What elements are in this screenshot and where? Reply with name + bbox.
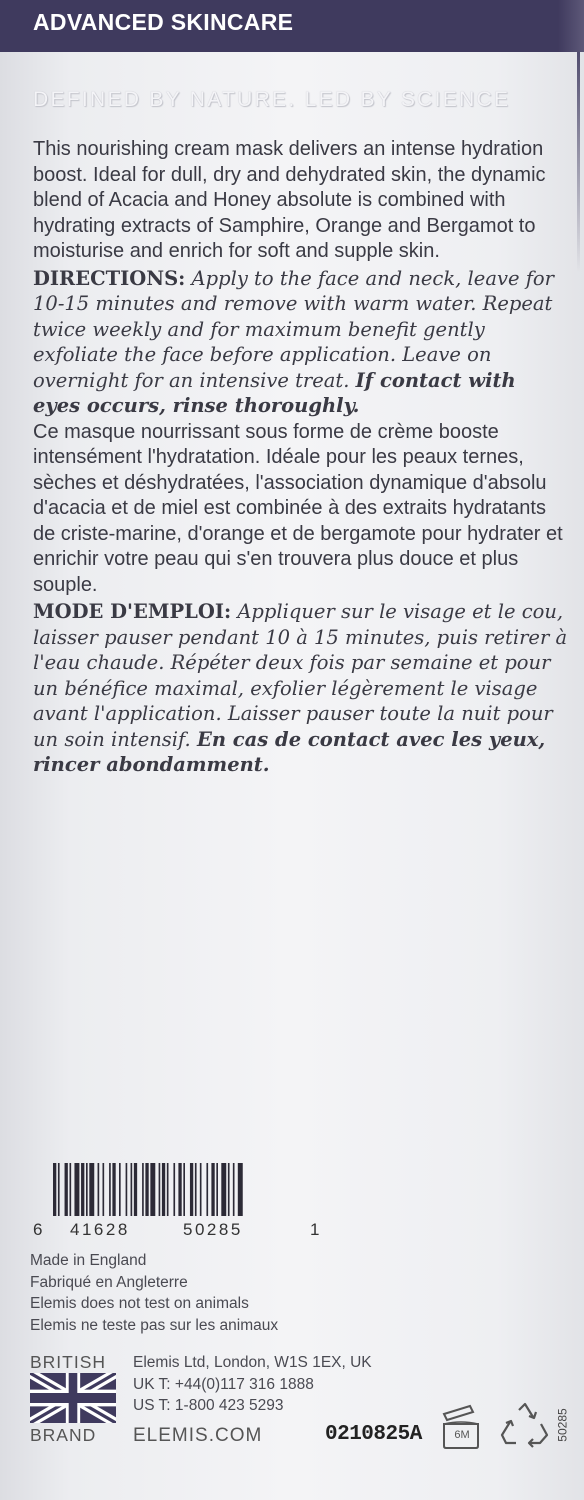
- barcode-bar: [206, 1163, 208, 1216]
- description-fr: Ce masque nourrissant sous forme de crème booste intensément l'hydratation. Idéale pour les peaux ternes, sèches et déshydratées, l'association dynamique d'absolu d'acacia et de miel est combinée à des extraits hydratants de criste-marine, d'orange et de bergamote pour hydrater et enrichir votre peau qui s'en trouvera plus douce et plus souple.: [33, 420, 563, 596]
- barcode-bar: [70, 1163, 72, 1216]
- barcode-bar: [228, 1163, 230, 1216]
- barcode-bar: [221, 1163, 226, 1216]
- open-jar-icon: [440, 1404, 482, 1450]
- tagline: DEFINED BY NATURE. LED BY SCIENCE: [33, 88, 511, 111]
- animal-testing-en: Elemis does not test on animals: [30, 1295, 249, 1312]
- barcode-bar: [131, 1163, 133, 1216]
- uk-phone: UK T: +44(0)117 316 1888: [133, 1375, 314, 1393]
- product-copy: [33, 137, 568, 779]
- barcode-left-digits: 41628: [70, 1220, 130, 1239]
- barcode-bar: [142, 1163, 144, 1216]
- origin-info: [30, 1250, 278, 1336]
- barcode-bar: [98, 1163, 100, 1216]
- barcode-bar: [190, 1163, 193, 1216]
- barcode: [53, 1163, 293, 1216]
- side-rail: [577, 52, 580, 272]
- made-in-fr: Fabriqué en Angleterre: [30, 1273, 188, 1291]
- animal-testing-fr: Elemis ne teste pas sur les animaux: [30, 1316, 279, 1334]
- company-address: Elemis Ltd, London, W1S 1EX, UK: [133, 1354, 372, 1371]
- contact-info: [133, 1352, 372, 1417]
- header-band: [0, 0, 584, 52]
- barcode-bar: [126, 1163, 128, 1216]
- barcode-bar: [173, 1163, 175, 1216]
- barcode-bar: [211, 1163, 214, 1216]
- mode-emploi-label: MODE D'EMPLOI:: [33, 600, 232, 623]
- barcode-lead-digit: 6: [33, 1220, 45, 1239]
- barcode-right-digits: 50285: [183, 1220, 243, 1239]
- barcode-bar: [145, 1163, 148, 1216]
- barcode-bar: [112, 1163, 115, 1216]
- barcode-bar: [150, 1163, 155, 1216]
- barcode-bar: [86, 1163, 88, 1216]
- barcode-bar: [89, 1163, 94, 1216]
- barcode-bar: [109, 1163, 111, 1216]
- directions-label: DIRECTIONS:: [33, 266, 186, 290]
- directions-text: Apply to the face and neck, leave for 10-15 minutes and remove with warm water. Repeat twice weekly and for maximum benefit gently exfoliate the face before application. Leave on overnight for an intensive treat.: [33, 266, 554, 392]
- barcode-bar: [167, 1163, 169, 1216]
- mode-emploi-warning: En cas de contact avec les yeux, rincer abondamment.: [33, 727, 546, 776]
- batch-code: 0210825A: [325, 1423, 422, 1446]
- barcode-bar: [178, 1163, 181, 1216]
- directions-warning: If contact with eyes occurs, rinse thoroughly.: [33, 368, 516, 417]
- barcode-bar: [81, 1163, 84, 1216]
- header-edge: [558, 0, 584, 52]
- british-label: BRITISH: [30, 1352, 107, 1372]
- brand-label: BRAND: [30, 1425, 97, 1445]
- barcode-bar: [119, 1163, 121, 1216]
- mode-emploi-text: Appliquer sur le visage et le cou, laisser pauser pendant 10 à 15 minutes, puis retirer à l'eau chaude. Répéter deux fois par semaine et pour un bénéfice maximal, exfolier légèrement le visage avant l'application. Laisser pauser toute la nuit pour un soin intensif.: [33, 600, 568, 751]
- made-in-en: Made in England: [30, 1252, 147, 1269]
- description-en: This nourishing cream mask delivers an intense hydration boost. Ideal for dull, dry and dehydrated skin, the dynamic blend of Acacia and Honey absolute is combined with hydrating extracts of Samphire, Orange and Bergamot to moisturise and enrich for soft and supple skin.: [33, 138, 546, 262]
- barcode-bar: [65, 1163, 68, 1216]
- vertical-code: [556, 1402, 582, 1452]
- barcode-bar: [53, 1163, 56, 1216]
- barcode-bar: [195, 1163, 197, 1216]
- barcode-bar: [183, 1163, 185, 1216]
- barcode-bar: [103, 1163, 105, 1216]
- barcode-bar: [216, 1163, 218, 1216]
- barcode-bar: [238, 1163, 243, 1216]
- pao-label: 6M: [454, 1429, 470, 1441]
- union-flag-icon: [30, 1373, 116, 1423]
- barcode-bar: [74, 1163, 79, 1216]
- website-link[interactable]: ELEMIS.COM: [133, 1425, 263, 1446]
- recycle-icon: [500, 1402, 550, 1450]
- header-title: ADVANCED SKINCARE: [33, 9, 294, 35]
- barcode-bar: [233, 1163, 235, 1216]
- barcode-check-digit: 1: [310, 1220, 322, 1239]
- us-phone: US T: 1-800 423 5293: [133, 1397, 284, 1414]
- barcode-bar: [58, 1163, 60, 1216]
- vertical-code-text: 50285: [555, 1408, 570, 1442]
- barcode-bar: [159, 1163, 161, 1216]
- barcode-bar: [134, 1163, 137, 1216]
- barcode-bar: [200, 1163, 202, 1216]
- directions-en: [33, 266, 568, 419]
- barcode-bar: [162, 1163, 165, 1216]
- directions-fr: [33, 599, 568, 778]
